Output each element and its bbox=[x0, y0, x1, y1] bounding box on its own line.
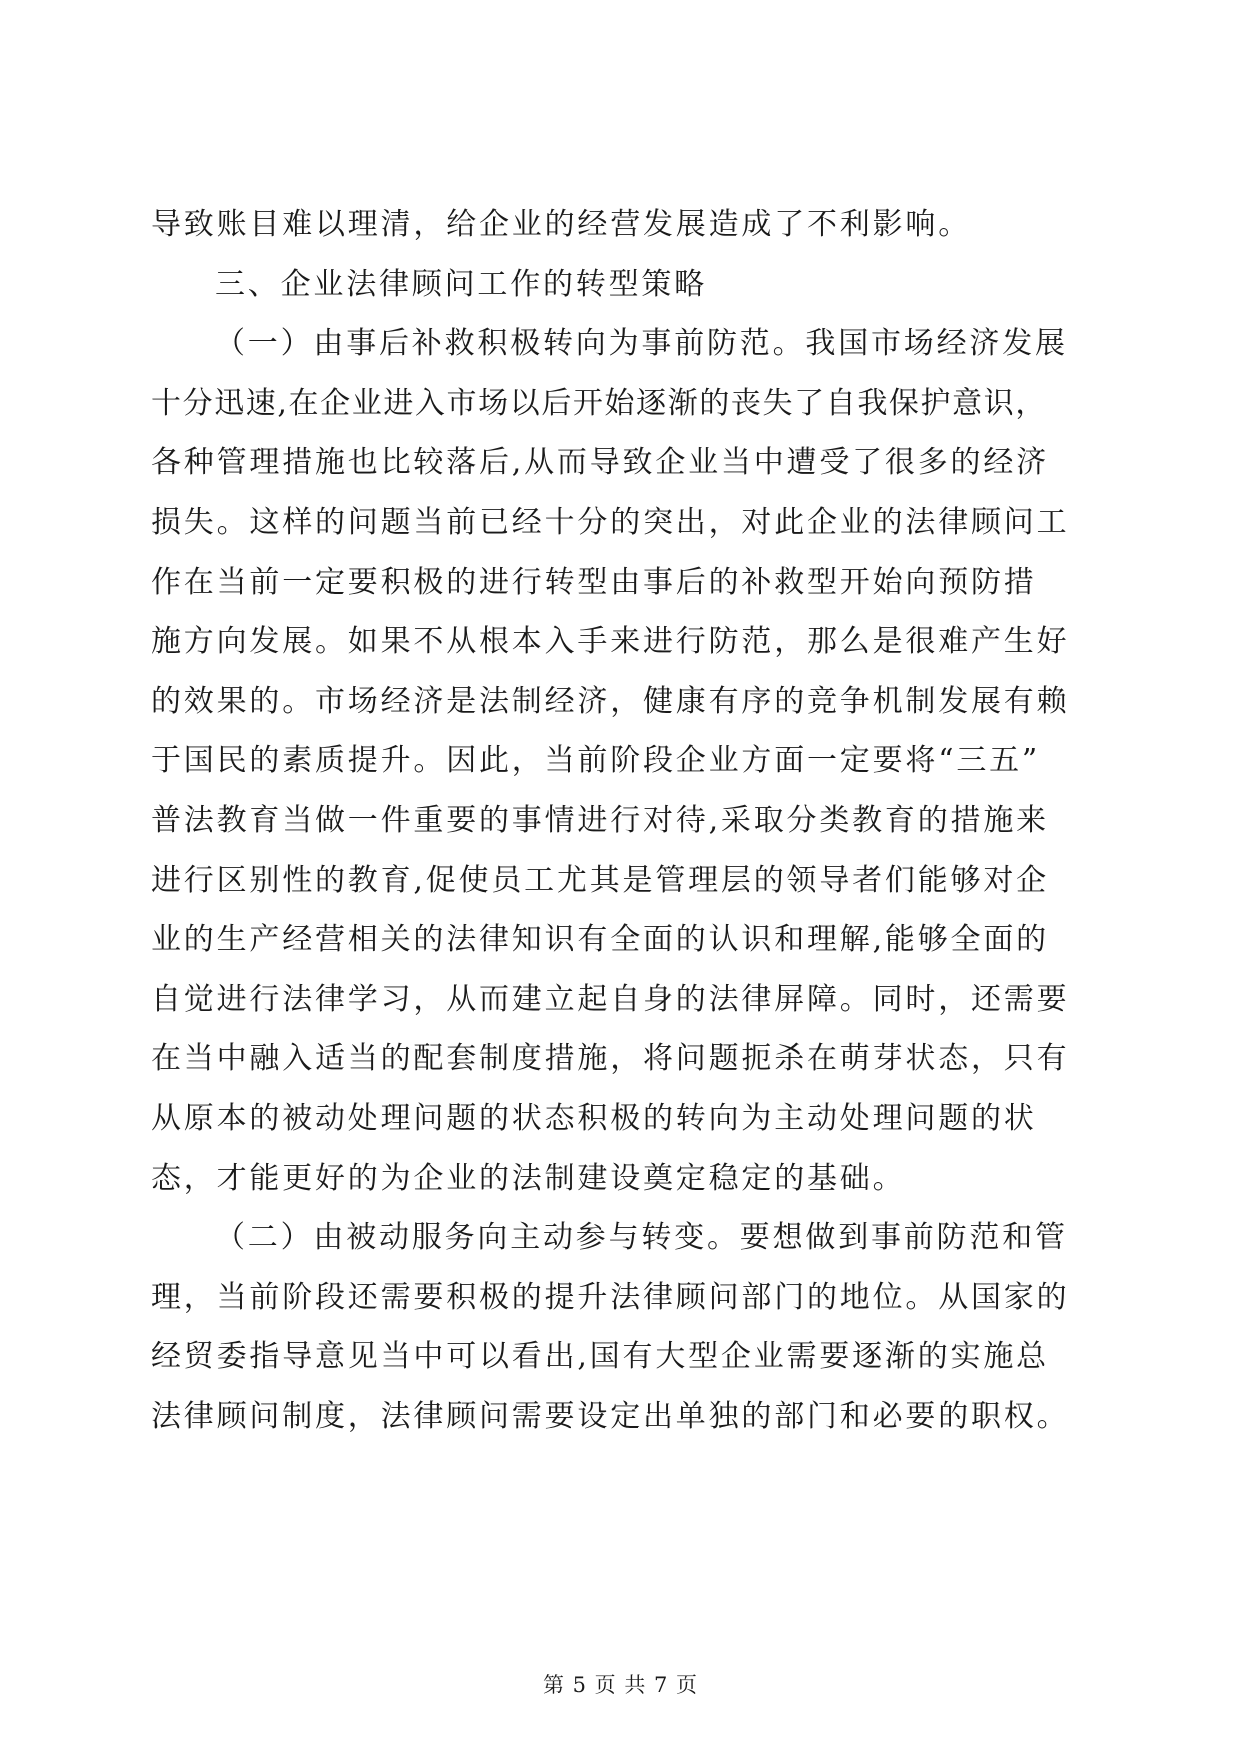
text-line: 导致账目难以理清，给企业的经营发展造成了不利影响。 bbox=[151, 207, 971, 242]
text-line: 经贸委指导意见当中可以看出,国有大型企业需要逐渐的实施总 bbox=[151, 1339, 1049, 1375]
text-line: 施方向发展。如果不从根本入手来进行防范，那么是很难产生好 bbox=[151, 624, 1070, 660]
section-heading: 三、企业法律顾问工作的转型策略 bbox=[215, 266, 707, 302]
text-line: 自觉进行法律学习，从而建立起自身的法律屏障。同时，还需要 bbox=[151, 981, 1070, 1017]
page-number: 第 5 页 共 7 页 bbox=[542, 1673, 699, 1697]
text-line: 普法教育当做一件重要的事情进行对待,采取分类教育的措施来 bbox=[151, 802, 1049, 838]
paragraph-start: （一）由事后补救积极转向为事前防范。我国市场经济发展 bbox=[215, 326, 1068, 362]
text-line: 法律顾问制度，法律顾问需要设定出单独的部门和必要的职权。 bbox=[151, 1398, 1070, 1434]
text-line: 作在当前一定要积极的进行转型由事后的补救型开始向预防措 bbox=[151, 564, 1037, 600]
text-line: 十分迅速,在企业进入市场以后开始逐渐的丧失了自我保护意识， bbox=[151, 385, 1047, 421]
text-line: 的效果的。市场经济是法制经济，健康有序的竞争机制发展有赖 bbox=[151, 683, 1070, 719]
text-line: 进行区别性的教育,促使员工尤其是管理层的领导者们能够对企 bbox=[151, 862, 1049, 898]
text-line: 于国民的素质提升。因此，当前阶段企业方面一定要将“三五” bbox=[151, 743, 1041, 779]
body-text bbox=[151, 195, 1091, 1446]
text-line: 损失。这样的问题当前已经十分的突出，对此企业的法律顾问工 bbox=[151, 504, 1070, 540]
paragraph-start: （二）由被动服务向主动参与转变。要想做到事前防范和管 bbox=[215, 1220, 1068, 1256]
text-line: 理，当前阶段还需要积极的提升法律顾问部门的地位。从国家的 bbox=[151, 1279, 1070, 1315]
text-line: 从原本的被动处理问题的状态积极的转向为主动处理问题的状 bbox=[151, 1100, 1037, 1136]
text-line: 各种管理措施也比较落后,从而导致企业当中遭受了很多的经济 bbox=[151, 445, 1049, 481]
text-line: 在当中融入适当的配套制度措施，将问题扼杀在萌芽状态，只有 bbox=[151, 1041, 1070, 1077]
text-line: 态，才能更好的为企业的法制建设奠定稳定的基础。 bbox=[151, 1160, 906, 1196]
text-line: 业的生产经营相关的法律知识有全面的认识和理解,能够全面的 bbox=[151, 922, 1049, 958]
